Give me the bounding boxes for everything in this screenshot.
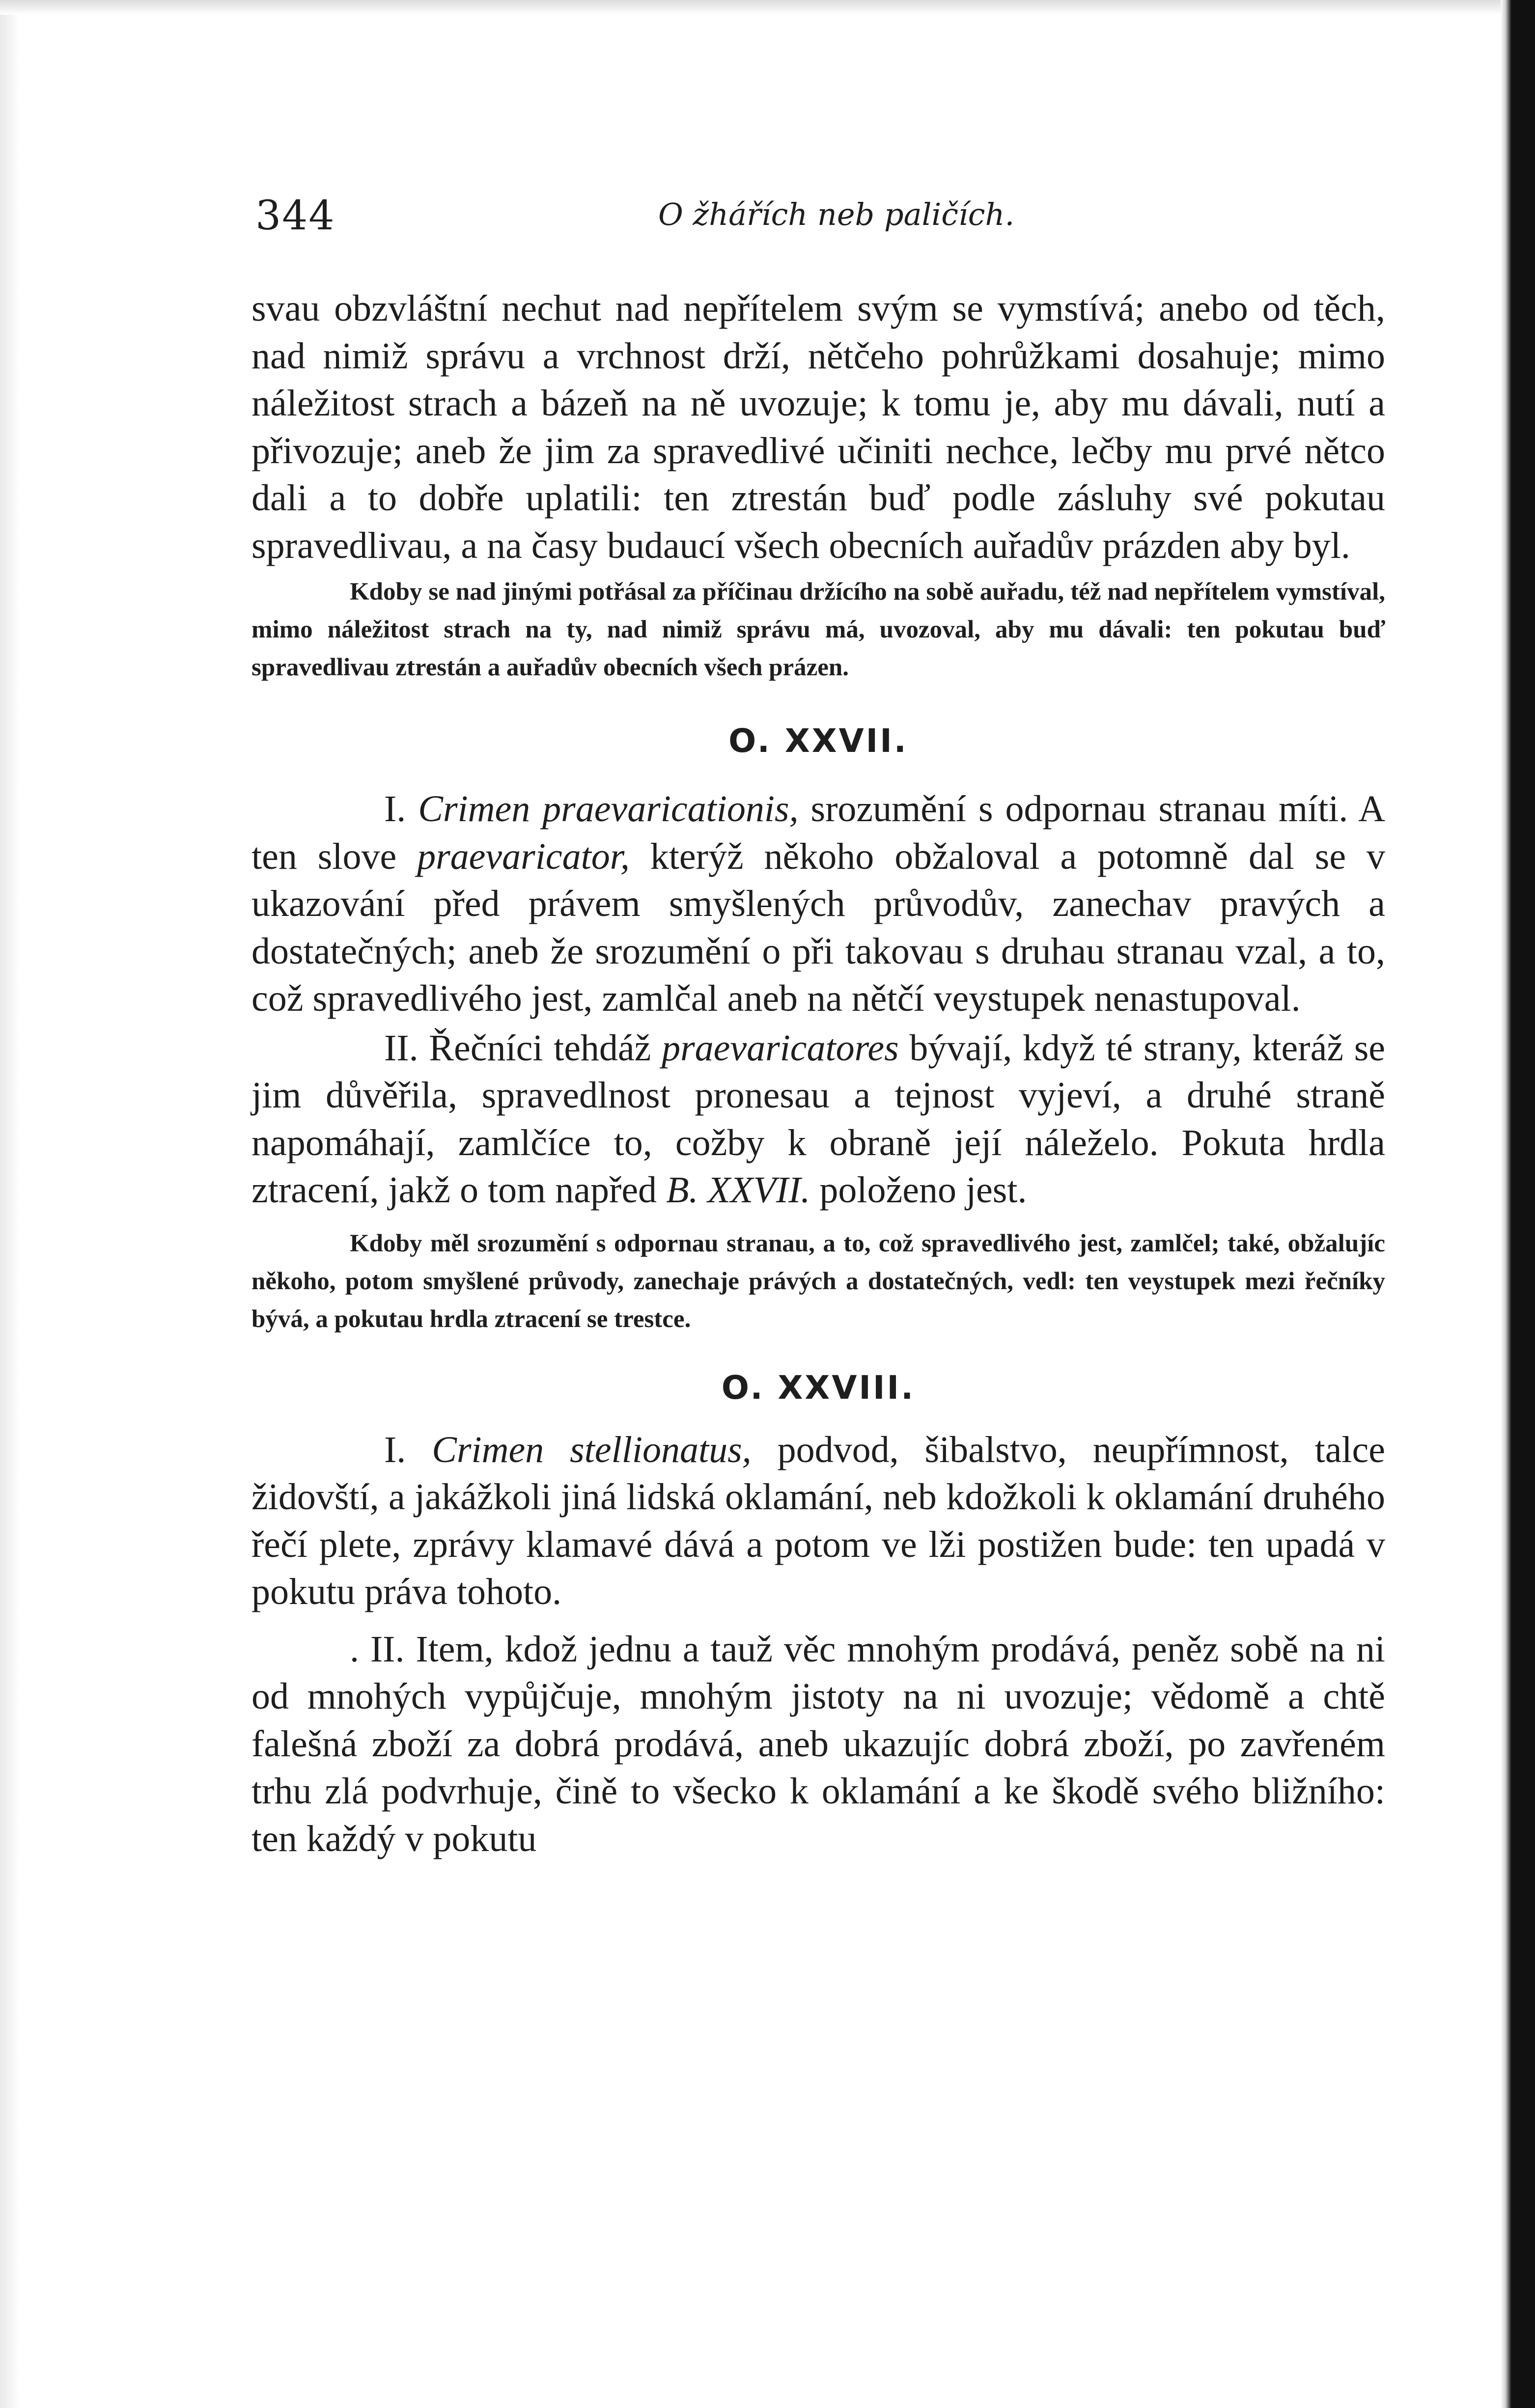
latin-term: praevaricatores: [662, 1027, 899, 1069]
paragraph-number: I.: [384, 788, 406, 830]
scan-border-right: [1501, 0, 1535, 2408]
text-run: kterýž někoho obžaloval a potomně dal se v ukazování před právem smyšlených průvodův, zanechav pravých a dostatečných; aneb že srozumění o při takovau s druhau stranau vzal, a to, což spravedlivého jest, zamlčal aneb na nětčí veystupek nenastupoval.: [251, 835, 1386, 1019]
latin-term: Crimen stellionatus,: [432, 1429, 752, 1470]
scan-shadow-left: [0, 0, 20, 2408]
latin-term: Crimen praevaricationis,: [418, 788, 799, 830]
text-run: srozumění s odpornau stranau míti. A ten slove: [251, 788, 1385, 877]
running-title: O žhářích neb paličích.: [658, 196, 1015, 232]
section-heading-xxvii: O. XXVII.: [728, 722, 908, 760]
paragraph-xxviii-2: . II. Item, kdož jednu a tauž věc mnohým prodává, peněz sobě na ni od mnohých vypůjčuje, mnohým jistoty na ni uvozuje; vědomě a chtě falešná zboží za dobrá prodává, aneb ukazujíc dobrá zboží, po zavřeném trhu zlá podvrhuje, čině to všecko k oklamání a ke škodě svého bližního: ten každý v pokutu: [251, 1628, 1385, 1859]
text-run: podvod, šibalstvo, neupřímnost, talce židovští, a jakážkoli jiná lidská oklamání, neb kdožkoli k oklamání druhého řečí plete, zprávy klamavé dává a potom ve lži postižen bude: ten upadá v pokutu práva tohoto.: [251, 1429, 1386, 1612]
page-number: 344: [255, 193, 335, 239]
text-run: bývají, když té strany, kteráž se jim důvěřila, spravedlnost pronesau a tejnost vyjeví, a druhé straně napomáhají, zamlčíce to, cožby k obraně její náleželo. Pokuta hrdla ztracení, jakž o tom napřed: [251, 1027, 1386, 1211]
reference: B. XXVII.: [666, 1169, 810, 1211]
scan-shadow-top: [0, 0, 1501, 15]
text-run: položeno jest.: [819, 1169, 1027, 1211]
paragraph-number: I.: [384, 1429, 406, 1470]
section-heading-xxviii: O. XXVIII.: [721, 1368, 916, 1407]
paragraph-xxviii-1: [251, 1426, 1385, 1616]
page-body: [251, 285, 1385, 1862]
paragraph-number: II.: [384, 1027, 419, 1069]
summary-2: Kdoby měl srozumění s odpornau stranau, a to, což spravedlivého jest, zamlčel; také, obžalujíc někoho, potom smyšlené průvody, zanechaje právých a dostatečných, vedl: ten veystupek mezi řečníky bývá, a pokutau hrdla ztracení se trestce.: [251, 1229, 1385, 1333]
latin-term: praevaricator,: [417, 835, 630, 877]
paragraph-xxvii-1: [251, 785, 1385, 1023]
text-run: Řečníci tehdáž: [429, 1027, 651, 1069]
paragraph-xxvii-2: [251, 1024, 1385, 1214]
summary-1: Kdoby se nad jinými potřásal za příčinau držícího na sobě auřadu, též nad nepřítelem vymstíval, mimo náležitost strach na ty, nad nimiž správu má, uvozoval, aby mu dávali: ten pokutau buď spravedlivau ztrestán a auřadův obecních všech prázen.: [251, 578, 1385, 681]
paragraph-1: svau obzvláštní nechut nad nepřítelem svým se vymstívá; anebo od těch, nad nimiž správu a vrchnost drží, nětčeho pohrůžkami dosahuje; mimo náležitost strach a bázeň na ně uvozuje; k tomu je, aby mu dávali, nutí a přivozuje; aneb že jim za spravedlivé učiniti nechce, lečby mu prvé nětco dali a to dobře uplatili: ten ztrestán buď podle zásluhy své pokutau spravedlivau, a na časy budaucí všech obecních auřadův prázden aby byl.: [251, 288, 1385, 566]
